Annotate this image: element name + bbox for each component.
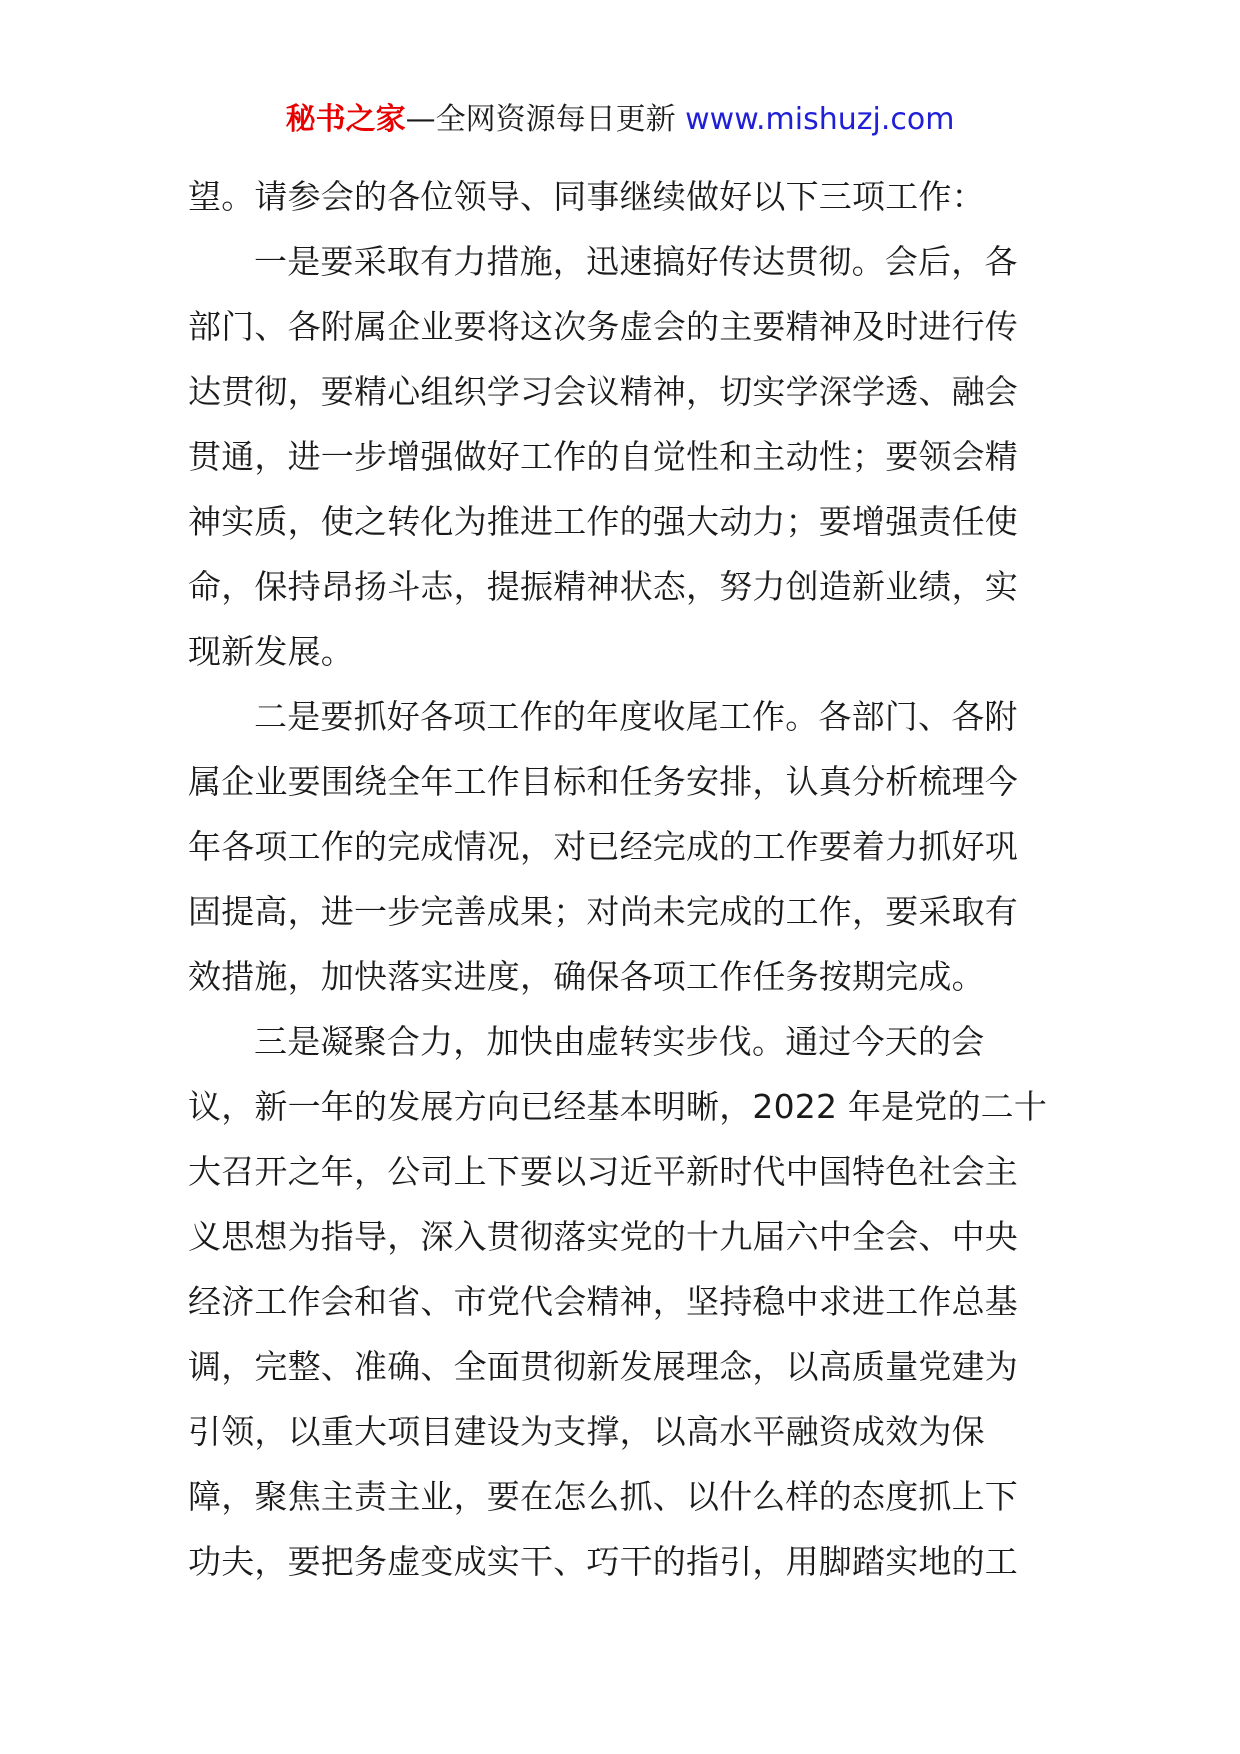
text-line: 望。请参会的各位领导、同事继续做好以下三项工作： [188, 177, 985, 216]
text-line: 部门、各附属企业要将这次务虚会的主要精神及时进行传 [188, 307, 1018, 346]
text-line: 障，聚焦主责主业，要在怎么抓、以什么样的态度抓上下 [188, 1477, 1018, 1516]
text-line: 引领，以重大项目建设为支撑，以高水平融资成效为保 [188, 1412, 985, 1451]
text-line: 达贯彻，要精心组织学习会议精神，切实学深学透、融会 [188, 372, 1018, 411]
text-line: 义思想为指导，深入贯彻落实党的十九届六中全会、中央 [188, 1217, 1018, 1256]
text-line: 大召开之年，公司上下要以习近平新时代中国特色社会主 [188, 1152, 1018, 1191]
text-line: 功夫，要把务虚变成实干、巧干的指引，用脚踏实地的工 [188, 1542, 1018, 1581]
site-slogan: —全网资源每日更新 [405, 102, 676, 137]
text-line: 属企业要围绕全年工作目标和任务安排，认真分析梳理今 [188, 762, 1018, 801]
text-line: 效措施，加快落实进度，确保各项工作任务按期完成。 [188, 957, 985, 996]
text-line: 二是要抓好各项工作的年度收尾工作。各部门、各附 [254, 697, 1018, 736]
document-body [188, 164, 1060, 1594]
text-line: 现新发展。 [188, 632, 354, 671]
site-header [0, 100, 1240, 140]
text-line: 三是凝聚合力，加快由虚转实步伐。通过今天的会 [254, 1022, 985, 1061]
site-url-link[interactable]: www.mishuzj.com [685, 102, 955, 137]
text-line: 贯通，进一步增强做好工作的自觉性和主动性；要领会精 [188, 437, 1018, 476]
text-line: 命，保持昂扬斗志，提振精神状态，努力创造新业绩，实 [188, 567, 1018, 606]
text-line: 调，完整、准确、全面贯彻新发展理念，以高质量党建为 [188, 1347, 1018, 1386]
text-line: 议，新一年的发展方向已经基本明晰，2022 年是党的二十 [188, 1087, 1048, 1126]
text-line: 固提高，进一步完善成果；对尚未完成的工作，要采取有 [188, 892, 1018, 931]
text-line: 经济工作会和省、市党代会精神，坚持稳中求进工作总基 [188, 1282, 1018, 1321]
site-brand: 秘书之家 [285, 102, 406, 137]
text-line: 神实质，使之转化为推进工作的强大动力；要增强责任使 [188, 502, 1018, 541]
text-line: 年各项工作的完成情况，对已经完成的工作要着力抓好巩 [188, 827, 1018, 866]
text-line: 一是要采取有力措施，迅速搞好传达贯彻。会后，各 [254, 242, 1018, 281]
